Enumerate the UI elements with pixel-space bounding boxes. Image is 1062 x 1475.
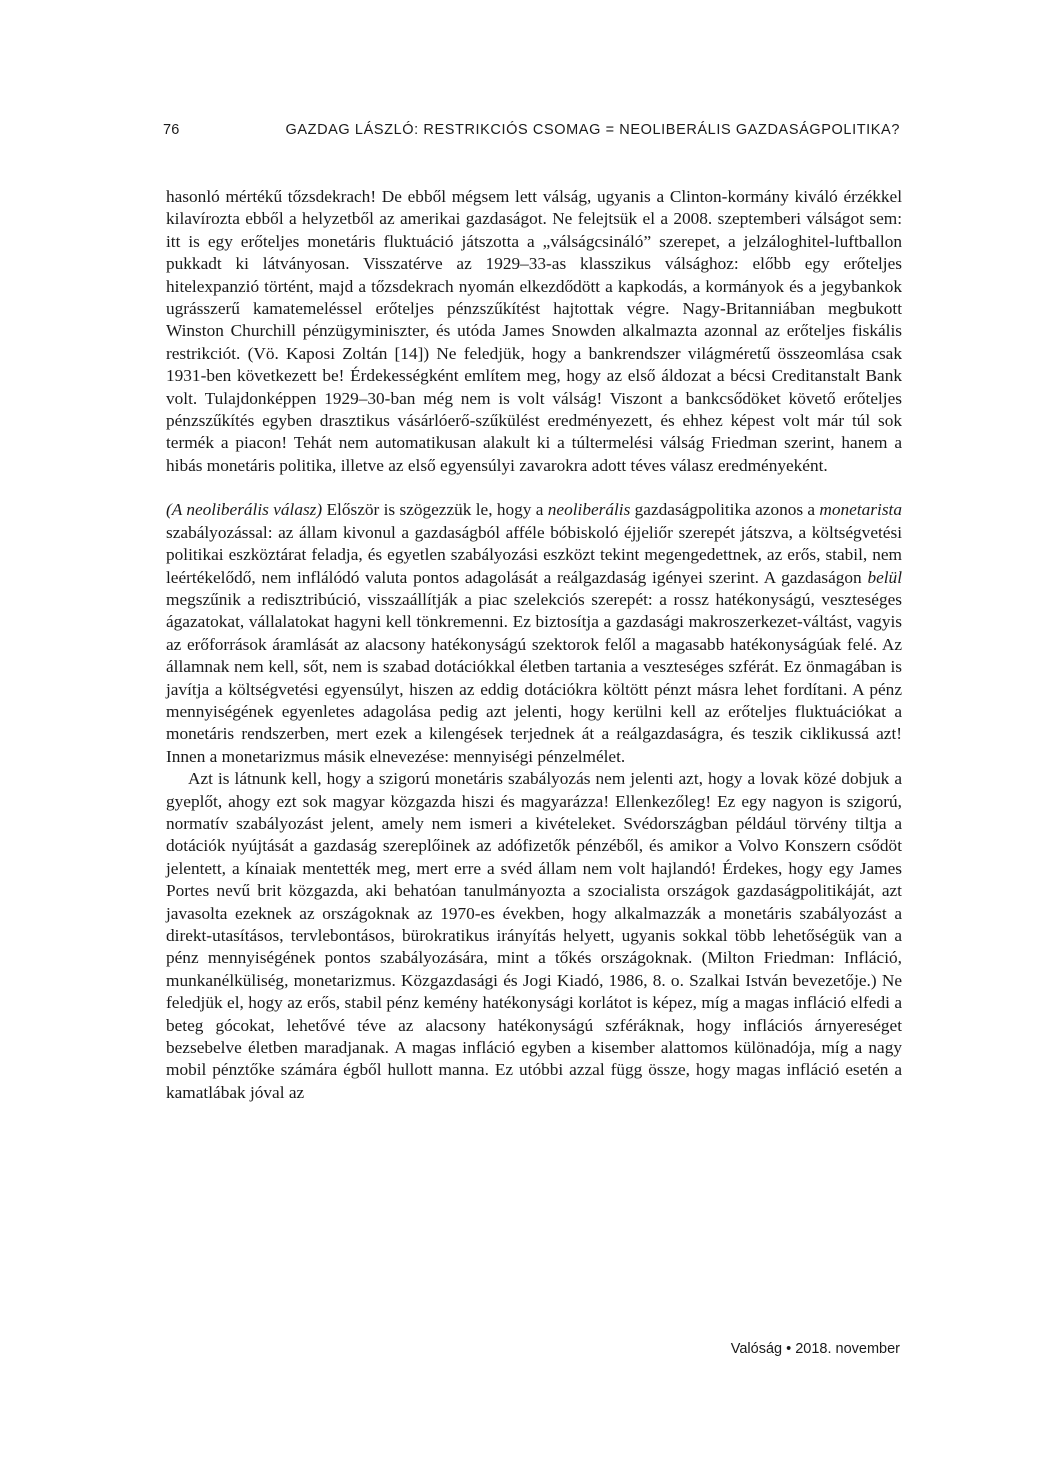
paragraph-text: megszűnik a redisztribúció, visszaállítják a piac szelekciós szerepét: a rossz hatékonyságú, veszteséges ágazatokat, vállalatokat hagyni kell tönkremenni. Ez biztosítja a gazdasági makroszerkezet-váltást, vagyis az erőforrások áramlását az alacsony hatékonyságú szektorok felől a magasabb hatékonyságúak felé. Az államnak nem kell, sőt, nem is szabad dotációkkal életben tartania a veszteséges szférát. Ez önmagában is javítja a költségvetési egyensúlyt, hiszen az eddig dotációkra költött pénzt másra lehet fordítani. A pénz mennyiségének egyenletes adagolása pedig azt jelenti, hogy kerülni kell az erőteljes fluktuációkat a monetáris rendszerben, mert ezek a kilengések terjednek át a reálgazdaságra, és teszik ciklikussá azt! Innen a monetarizmus másik elnevezése: mennyiségi pénzelmélet. [166, 589, 902, 766]
paragraph-text: szabályozással: az állam kivonul a gazdaságból afféle bóbiskoló éjjeliőr szerepét játszva, a költségvetési politikai eszköztárat feladja, és egyetlen szabályozási eszközt tekint megengedettnek, az erős, stabil, nem leértékelődő, nem inflálódó valuta pontos adagolását a reálgazdaság igényei szerint. A gazdaságon [166, 522, 902, 587]
paragraph-text: gazdaságpolitika azonos a [630, 500, 820, 520]
paragraph: Azt is látnunk kell, hogy a szigorú monetáris szabályozás nem jelenti azt, hogy a lovak közé dobjuk a gyeplőt, ahogy ezt sok magyar közgazda hiszi és magyarázza! Ellenkezőleg! Ez egy nagyon is szigorú, normatív szabályozást jelent, amely nem ismeri a kivételeket. Svédországban például törvény tiltja a dotációk nyújtását a gazdaság szereplőinek az adófizetők pénzéből, és amikor a Volvo Konszern csődöt jelentett, a kínaiak mentették meg, mert erre a svéd állam nem volt hajlandó! Érdekes, hogy egy James Portes nevű brit közgazda, aki behatóan tanulmányozta a szocialista országok gazdaságpolitikáját, azt javasolta ezeknek az országoknak az 1970-es években, hogy alkalmazzák a monetáris szabályozást a direkt-utasításos, tervlebontásos, bürokratikus irányítás helyett, ugyanis sokkal több lehetőségük van a pénz mennyiségének pontos szabályozására, mint a tőkés országoknak. (Milton Friedman: Infláció, munkanélküliség, monetarizmus. Közgazdasági és Jogi Kiadó, 1986, 8. o. Szalkai István bevezetője.) Ne feledjük el, hogy az erős, stabil pénz kemény hatékonysági korlátot is képez, míg a magas infláció elfedi a beteg gócokat, lehetővé téve az alacsony hatékonyságú szféráknak, hogy inflációs árnyereséget bezsebelve életben maradjanak. A magas infláció egyben a kisember alattomos különadója, míg a nagy mobil pénztőke számára égből hullott manna. Ez utóbbi azzal függ össze, hogy magas infláció esetén a kamatlábak jóval az [166, 769, 902, 1102]
paragraph: hasonló mértékű tőzsdekrach! De ebből mégsem lett válság, ugyanis a Clinton-kormány kiváló érzékkel kilavírozta ebből a helyzetből az amerikai gazdaságot. Ne felejtsük el a 2008. szeptemberi válságot sem: itt is egy erőteljes monetáris fluktuáció játszotta a „válságcsináló” szerepet, a jelzáloghitel-luftballon pukkadt ki látványosan. Visszatérve az 1929–33-as klasszikus válsághoz: előbb egy erőteljes hitelexpanzió történt, majd a tőzsdekrach nyomán elkezdődött a kapkodás, a kormányok és a jegybankok ugrásszerű kamatemeléssel erőteljes pénzszűkítést hajtottak végre. Nagy-Britanniában megbukott Winston Churchill pénzügyminiszter, és utóda James Snowden alkalmazta azonnal az erőteljes fiskális restrikciót. (Vö. Kaposi Zoltán [14]) Ne feledjük, hogy a bankrendszer világméretű összeomlása csak 1931-ben következett be! Érdekességként említem meg, hogy az első áldozat a bécsi Creditanstalt Bank volt. Tulajdonképpen 1929–30-ban még nem is volt válság! Viszont a bankcsődöket követő erőteljes pénzszűkítés egyben drasztikus vásárlóerő-szűkülést eredményezett, és ehhez képest volt már túl sok termék a piacon! Tehát nem automatikusan alakult ki a túltermelési válság Friedman szerint, hanem a hibás monetáris politika, illetve az első egyensúlyi zavarokra adott téves válasz eredményeként. [166, 187, 902, 475]
emphasis: neoliberális [547, 500, 631, 520]
running-title: GAZDAG LÁSZLÓ: RESTRIKCIÓS CSOMAG = NEOLIBERÁLIS GAZDASÁGPOLITIKA? [285, 122, 900, 138]
emphasis: belül [867, 567, 902, 587]
page-header [163, 122, 900, 144]
run-in-heading: (A neoliberális válasz) [166, 500, 323, 520]
page-number: 76 [163, 122, 180, 138]
page-footer: Valóság • 2018. november [730, 1341, 900, 1357]
paragraph-text: Először is szögezzük le, hogy a [322, 500, 548, 520]
article-body [166, 186, 902, 1104]
emphasis: monetarista [819, 500, 902, 520]
paragraph [166, 499, 902, 768]
